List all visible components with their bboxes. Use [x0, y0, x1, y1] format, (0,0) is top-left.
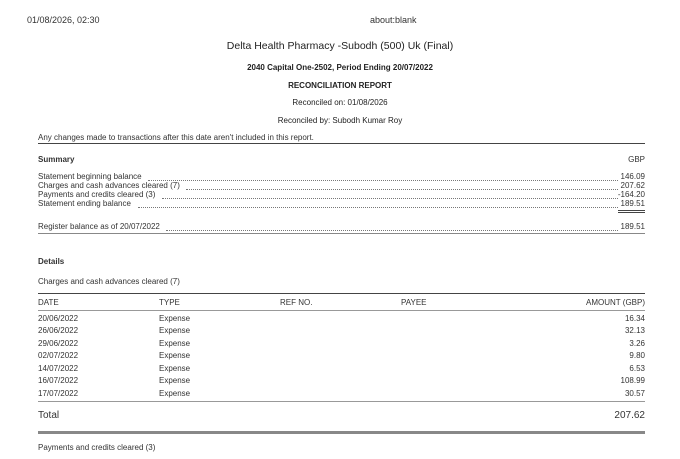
- col-payee: PAYEE: [401, 298, 427, 307]
- summary-value: 189.51: [620, 199, 645, 208]
- leader-dots: [148, 180, 618, 181]
- table-row: [38, 312, 645, 325]
- summary-label: Charges and cash advances cleared (7): [38, 181, 180, 190]
- row-ref: [280, 387, 401, 400]
- row-payee: [401, 337, 522, 350]
- row-type: Expense: [159, 388, 191, 398]
- row-type: Expense: [159, 351, 191, 361]
- charges-heading: Charges and cash advances cleared (7): [38, 277, 180, 286]
- summary-value: 146.09: [620, 172, 645, 181]
- col-date: DATE: [38, 298, 59, 307]
- row-payee: [401, 312, 522, 325]
- register-balance-label: Register balance as of 20/07/2022: [38, 222, 160, 231]
- leader-dots: [162, 198, 618, 199]
- row-date: 17/07/2022: [38, 388, 79, 398]
- account-period: 2040 Capital One-2502, Period Ending 20/07/2022: [247, 63, 433, 72]
- print-url: about:blank: [370, 15, 417, 25]
- table-row: [38, 350, 645, 363]
- charges-rows: [38, 312, 645, 400]
- row-amount: 32.13: [624, 326, 645, 336]
- reconciled-on: Reconciled on: 01/08/2026: [292, 98, 388, 107]
- row-type: Expense: [159, 313, 191, 323]
- row-type: Expense: [159, 376, 191, 386]
- divider: [38, 143, 645, 144]
- double-underline: [618, 210, 645, 211]
- summary-currency: GBP: [628, 155, 645, 164]
- summary-label: Statement ending balance: [38, 199, 131, 208]
- summary-label: Statement beginning balance: [38, 172, 142, 181]
- report-notice: Any changes made to transactions after this date aren't included in this report.: [38, 133, 314, 142]
- row-date: 20/06/2022: [38, 313, 79, 323]
- register-balance-value: 189.51: [620, 222, 645, 231]
- row-payee: [401, 350, 522, 363]
- details-heading: Details: [38, 257, 65, 266]
- row-ref: [280, 350, 401, 363]
- print-datetime: 01/08/2026, 02:30: [27, 15, 100, 25]
- double-underline: [618, 212, 645, 213]
- leader-dots: [186, 189, 618, 190]
- leader-dots: [166, 230, 618, 231]
- total-value: 207.62: [614, 410, 645, 421]
- header-rule: [38, 310, 645, 311]
- table-row: [38, 375, 645, 388]
- summary-value: 207.62: [620, 181, 645, 190]
- col-type: TYPE: [159, 298, 180, 307]
- reconciled-by: Reconciled by: Subodh Kumar Roy: [277, 116, 403, 125]
- row-payee: [401, 387, 522, 400]
- summary-value: -164.20: [617, 190, 645, 199]
- row-amount: 16.34: [624, 313, 645, 323]
- table-row: [38, 362, 645, 375]
- row-payee: [401, 325, 522, 338]
- row-type: Expense: [159, 338, 191, 348]
- report-title: RECONCILIATION REPORT: [288, 81, 392, 90]
- row-date: 02/07/2022: [38, 351, 79, 361]
- row-ref: [280, 312, 401, 325]
- row-ref: [280, 325, 401, 338]
- table-header-row: [38, 296, 645, 309]
- row-type: Expense: [159, 363, 191, 373]
- payments-heading: Payments and credits cleared (3): [38, 443, 156, 452]
- row-amount: 30.57: [624, 388, 645, 398]
- table-top-rule: [38, 293, 645, 294]
- row-type: Expense: [159, 326, 191, 336]
- total-label: Total: [38, 410, 60, 421]
- row-date: 14/07/2022: [38, 363, 79, 373]
- row-amount: 6.53: [629, 363, 645, 373]
- charges-table: [38, 296, 645, 309]
- divider: [38, 233, 645, 234]
- row-date: 29/06/2022: [38, 338, 79, 348]
- table-row: [38, 325, 645, 338]
- summary-heading: Summary: [38, 155, 75, 164]
- total-rule: [38, 401, 645, 402]
- table-row: [38, 387, 645, 400]
- row-payee: [401, 362, 522, 375]
- row-ref: [280, 375, 401, 388]
- row-amount: 9.80: [629, 351, 645, 361]
- col-ref-no: REF NO.: [280, 298, 313, 307]
- row-ref: [280, 362, 401, 375]
- leader-dots: [138, 207, 618, 208]
- summary-label: Payments and credits cleared (3): [38, 190, 156, 199]
- row-ref: [280, 337, 401, 350]
- row-payee: [401, 375, 522, 388]
- section-end-rule: [38, 431, 645, 434]
- row-amount: 3.26: [629, 338, 645, 348]
- row-date: 16/07/2022: [38, 376, 79, 386]
- col-amount: AMOUNT (GBP): [586, 298, 645, 307]
- row-amount: 108.99: [620, 376, 645, 386]
- row-date: 26/06/2022: [38, 326, 79, 336]
- company-name: Delta Health Pharmacy -Subodh (500) Uk (Final): [226, 40, 454, 52]
- table-row: [38, 337, 645, 350]
